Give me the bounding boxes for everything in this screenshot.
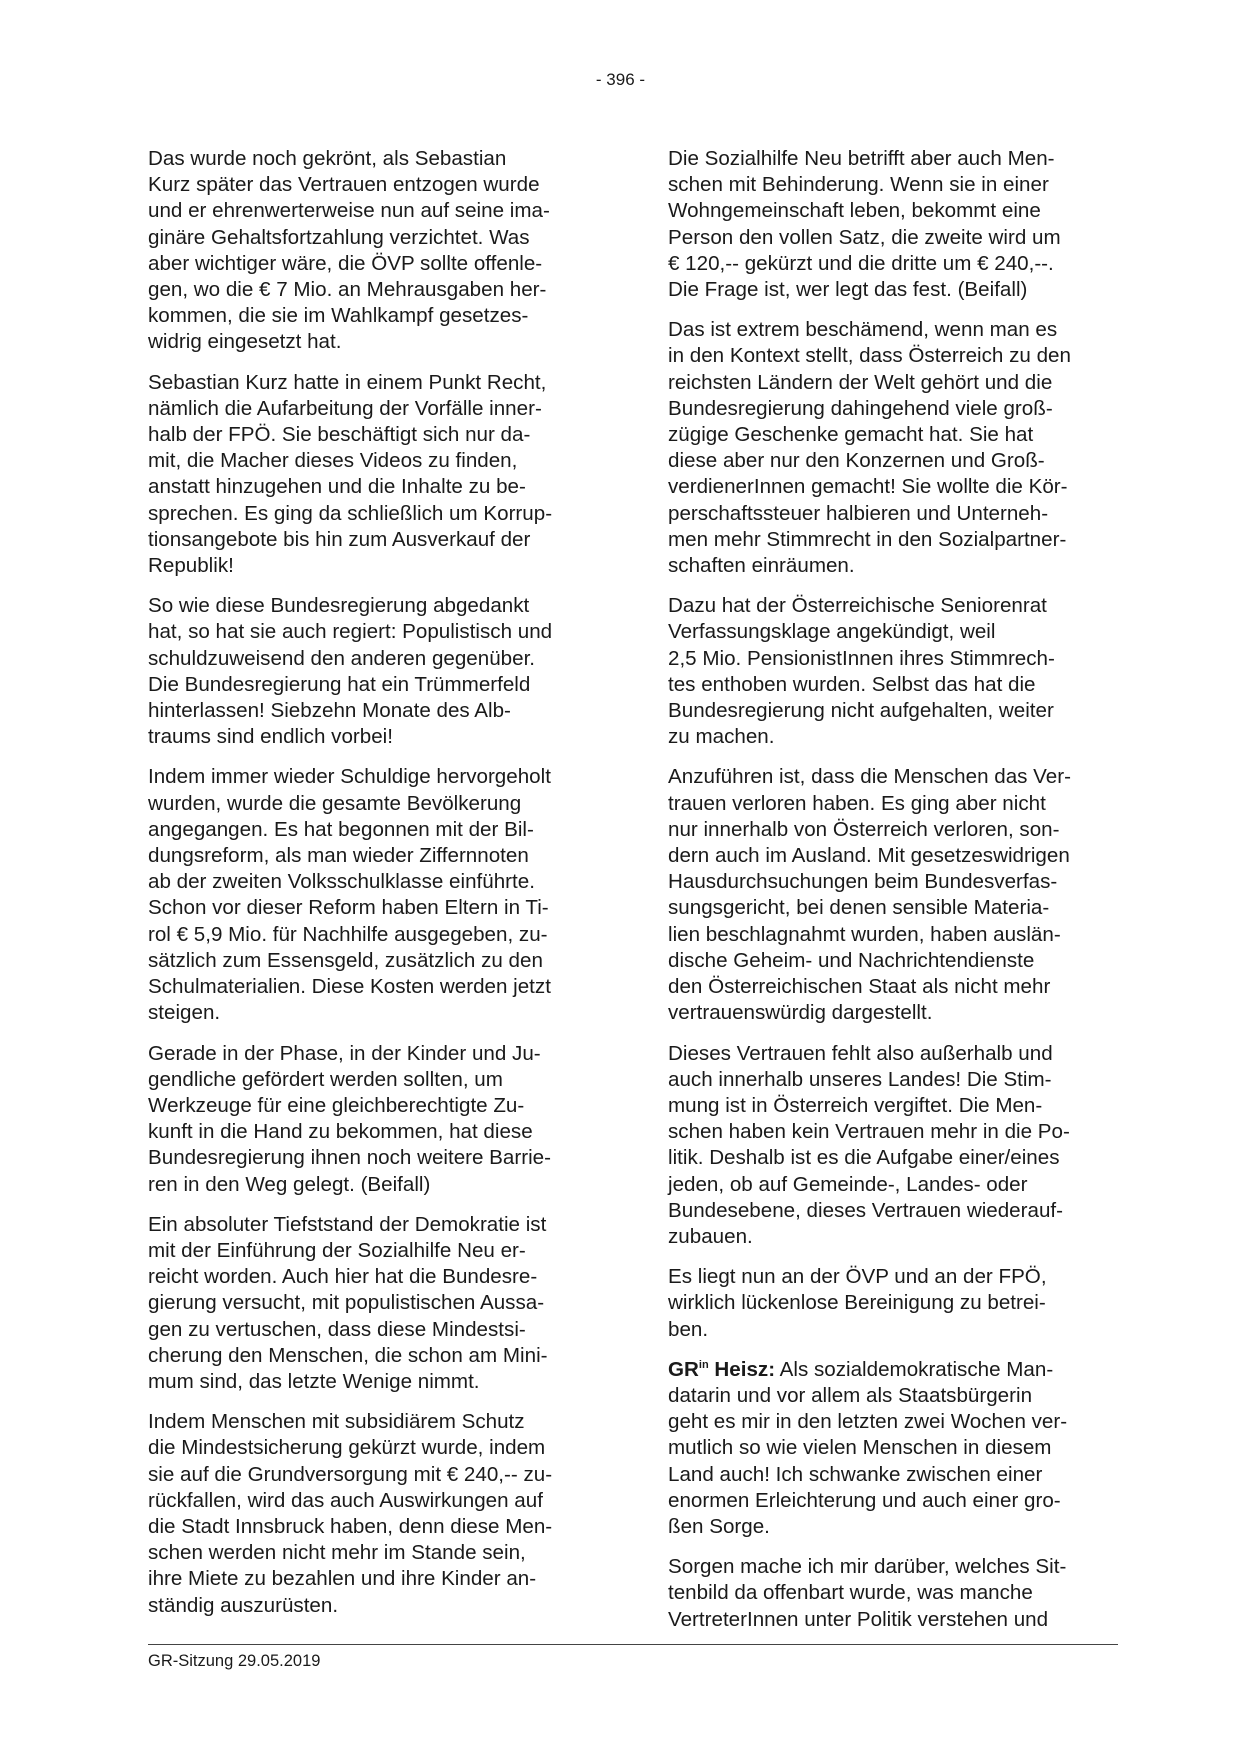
paragraph: Das ist extrem beschämend, wenn man es in den Kontext stellt, dass Österreich zu den reichsten Ländern der Welt gehört und die Bundesregierung dahingehend viele groß- zügige Geschenke gemacht hat. Sie hat diese aber nur den Konzernen und Groß- verdienerInnen gemacht! Sie wollte die Kör- perschaftssteuer halbieren und Unterneh- men mehr Stimmrecht in den Sozialpartner- schaften einräumen. bbox=[668, 318, 1071, 578]
paragraph: Es liegt nun an der ÖVP und an der FPÖ, wirklich lückenlose Bereinigung zu betrei- ben. bbox=[668, 1265, 1047, 1341]
paragraph: So wie diese Bundesregierung abgedankt hat, so hat sie auch regiert: Populistisch und schuldzuweisend den anderen gegenüber. Die Bundesregierung hat ein Trümmerfeld hinterlassen! Siebzehn Monate des Alb- traums sind endlich vorbei! bbox=[148, 594, 553, 749]
page-number: - 396 - bbox=[595, 70, 646, 89]
footer-session-date: GR-Sitzung 29.05.2019 bbox=[148, 1652, 321, 1670]
paragraph: Das wurde noch gekrönt, als Sebastian Kurz später das Vertrauen entzogen wurde und er ehrenwerterweise nun auf seine ima- ginäre Gehaltsfortzahlung verzichtet. Was aber wichtiger wäre, die ÖVP sollte offenle- gen, wo die € 7 Mio. an Mehrausgaben her- kommen, die sie im Wahlkampf gesetzes- widrig eingesetzt hat. bbox=[148, 147, 550, 354]
left-column bbox=[148, 146, 596, 1633]
paragraph: Dieses Vertrauen fehlt also außerhalb und auch innerhalb unseres Landes! Die Stim- mung ist in Österreich vergiftet. Die Men- schen haben kein Vertrauen mehr in die Po- litik. Deshalb ist es die Aufgabe einer/eines jeden, ob auf Gemeinde-, Landes- oder Bundesebene, dieses Vertrauen wiederauf- zubauen. bbox=[668, 1041, 1070, 1248]
paragraph: Anzuführen ist, dass die Menschen das Ver- trauen verloren haben. Es ging aber nicht nur innerhalb von Österreich verloren, son- dern auch im Ausland. Mit gesetzeswidrigen Hausdurchsuchungen beim Bundesverfas- sungsgericht, bei denen sensible Materia- lien beschlagnahmt wurden, haben auslän- dische Geheim- und Nachrichtendienste den Österreichischen Staat als nicht mehr vertrauenswürdig dargestellt. bbox=[668, 765, 1071, 1025]
paragraph: Dazu hat der Österreichische Seniorenrat Verfassungsklage angekündigt, weil 2,5 Mio. PensionistInnen ihres Stimmrech- tes enthoben wurden. Selbst das hat die Bundesregierung nicht aufgehalten, weiter zu machen. bbox=[668, 594, 1055, 749]
paragraph: Ein absoluter Tiefststand der Demokratie ist mit der Einführung der Sozialhilfe Neu er- reicht worden. Auch hier hat die Bundesre- gierung versucht, mit populistischen Aussa- gen zu vertuschen, dass diese Mindestsi- cherung den Menschen, die schon am Mini- mum sind, das letzte Wenige nimmt. bbox=[148, 1212, 548, 1393]
speaker-prefix: GR bbox=[668, 1357, 699, 1381]
paragraph: Indem Menschen mit subsidiärem Schutz die Mindestsicherung gekürzt wurde, indem sie auf die Grundversorgung mit € 240,-- zu- rückfallen, wird das auch Auswirkungen auf die Stadt Innsbruck haben, denn diese Men- schen werden nicht mehr im Stande sein, ihre Miete zu bezahlen und ihre Kinder an- ständig auszurüsten. bbox=[148, 1410, 553, 1617]
paragraph: Gerade in der Phase, in der Kinder und Ju- gendliche gefördert werden sollten, um Werkzeuge für eine gleichberechtigte Zu- kunft in die Hand zu bekommen, hat diese Bundesregierung ihnen noch weitere Barrie- ren in den Weg gelegt. (Beifall) bbox=[148, 1041, 551, 1196]
speaker-sup: in bbox=[698, 1358, 709, 1371]
paragraph: Indem immer wieder Schuldige hervorgeholt wurden, wurde die gesamte Bevölkerung angegangen. Es hat begonnen mit der Bil- dungsreform, als man wieder Ziffernnoten ab der zweiten Volksschulklasse einführte. Schon vor dieser Reform haben Eltern in Ti- rol € 5,9 Mio. für Nachhilfe ausgegeben, zu- sätzlich zum Essensgeld, zusätzlich zu den Schulmaterialien. Diese Kosten werden jetzt steigen. bbox=[148, 765, 551, 1025]
speech-text: Als sozialdemokratische Man- datarin und vor allem als Staatsbürgerin geht es mir in den letzten zwei Wochen ver- mutlich so wie vielen Menschen in diesem Land auch! Ich schwanke zwischen einer enormen Erleichterung und auch einer gro- ßen Sorge. bbox=[668, 1357, 1068, 1538]
speech-paragraph bbox=[668, 1357, 1116, 1540]
right-column bbox=[668, 146, 1116, 1647]
paragraph: Sorgen mache ich mir darüber, welches Sit- tenbild da offenbart wurde, was manche VertreterInnen unter Politik verstehen und bbox=[668, 1555, 1067, 1631]
speaker-name: Heisz: bbox=[708, 1357, 776, 1381]
footer-divider bbox=[148, 1644, 1118, 1645]
speaker-label bbox=[668, 1358, 775, 1381]
paragraph: Sebastian Kurz hatte in einem Punkt Recht, nämlich die Aufarbeitung der Vorfälle inner- halb der FPÖ. Sie beschäftigt sich nur da- mit, die Macher dieses Videos zu finden, anstatt hinzugehen und die Inhalte zu be- sprechen. Es ging da schließlich um Korrup- tionsangebote bis hin zum Ausverkauf der Republik! bbox=[148, 370, 553, 578]
paragraph: Die Sozialhilfe Neu betrifft aber auch Men- schen mit Behinderung. Wenn sie in einer Wohngemeinschaft leben, bekommt eine Person den vollen Satz, die zweite wird um € 120,-- gekürzt und die dritte um € 240,--. Die Frage ist, wer legt das fest. (Beifall) bbox=[668, 147, 1061, 302]
